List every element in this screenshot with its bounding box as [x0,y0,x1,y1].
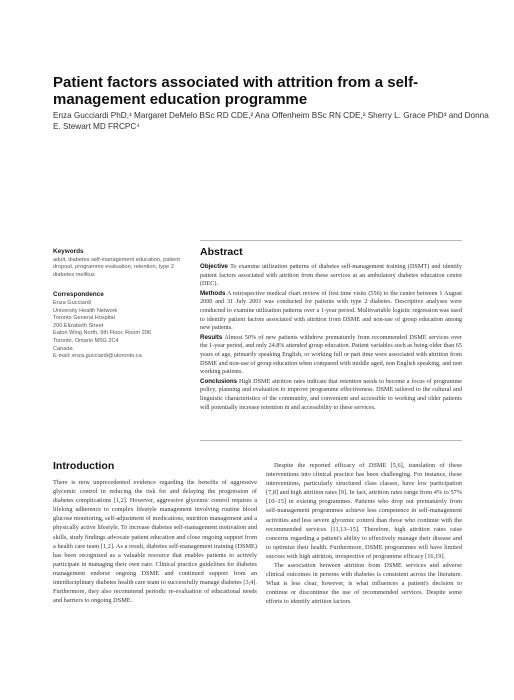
results-text: Almost 50% of new patients withdrew prematurely from recommended DSME services over the 1-year period, and only 24.8% attended group education. Patient variables such as being older than 65 years of age, primarily speaking English, or working full or part time were associated with attrition from DSME and non-use of group education when compared with middle aged, non English speaking, and non working patients. [200,333,462,376]
correspondence-heading: Correspondence [53,291,104,299]
introduction-paragraph: The association between attrition from DSME services and adverse clinical outcomes in persons with diabetes is consistent across the literature. What is less clear, however, is what influences a patient's decision to continue or discontinue the use of recommended services. Despite some efforts to identify attrition factors [266,562,462,606]
objective-label: Objective [200,263,228,270]
abstract-top-rule [200,240,462,241]
correspondence-line: Toronto, Ontario M5G 2C4 [53,337,119,344]
methods-label: Methods [200,289,226,297]
correspondence-line: Eaton Wing North, 9th Floor, Room 206 [53,330,151,337]
correspondence-email[interactable]: E-mail: enza.gucciardi@utoronto.ca [53,353,142,360]
correspondence-line: Canada [53,345,73,352]
correspondence-line: University Health Network [53,307,118,314]
introduction-heading: Introduction [53,460,115,472]
conclusions-label: Conclusions [200,377,238,385]
keywords-heading: Keywords [53,248,84,255]
abstract-results [200,334,462,377]
keywords-text: adult, diabetes self-management education, patient dropout, programme evaluation, retention, type 2 diabetes mellitus [53,256,180,278]
abstract-heading: Abstract [200,246,243,258]
introduction-right-column [266,461,462,607]
abstract-objective [200,263,462,289]
article-sidebar [53,248,193,361]
correspondence-line: 200 Elizabeth Street [53,322,104,329]
abstract-section [200,246,462,413]
results-label: Results [200,333,223,341]
author-list: Enza Gucciardi PhD,¹ Margaret DeMelo BSc RD CDE,² Ana Offenheim BSc RN CDE,² Sherry L. Grace PhD³ and Donna E. Stewart MD FRCPC⁴ [53,111,489,131]
abstract-conclusions [200,378,462,412]
objective-text: To examine utilization patterns of diabetes self-management training (DSMT) and identify patient factors associated with attrition from these services at an ambulatory diabetes education centre (DEC). [200,263,463,288]
correspondence-line: Toronto General Hospital [53,315,115,322]
introduction-left-column: There is now unprecedented evidence regarding the benefits of aggressive glycemic control in reducing the risk for and delaying the progression of diabetes complications [1,2]. However, aggressive glycemic control requires a lifelong adherence to complex lifestyle management involving routine blood glucose monitoring, self-adjustment of medications, nutrition management and a physically active lifestyle. To increase diabetes self-management motivation and skills, study findings advocate patient education and close ongoing support from a health care team [1,2]. As a result, diabetes self-management training (DSME) has been recognized as a valuable resource that enables patients to actively participate in managing their own care. Clinical practice guidelines for diabetes management endorse ongoing DSME and continued support from an interdisciplinary diabetes health care team to successfully manage diabetes [3,4]. Furthermore, they also recommend periodic re-evaluation of educational needs and barriers to ongoing DSME. [53,479,257,605]
introduction-paragraph: Despite the reported efficacy of DSME [5,6], translation of these interventions into clinical practice has been challenging. For instance, these interventions, particularly structured class classes, have low participation [7,8] and high attrition rates [9]. In fact, attrition rates range from 4% to 57% [10–15] in existing programmes. Patients who drop out prematurely from self-management programmes achieve less competence in self-management activities and less severe glycemic control than those who continue with the recommended services [11,13–15]. Therefore, high attrition rates raise concerns regarding a patient's ability to effectively manage their disease and to optimize their health. Furthermore, DSME programmes will have limited success with high attrition, irrespective of programme efficacy [16,19]. [266,462,462,560]
article-title: Patient factors associated with attrition from a self-management education programme [53,74,419,108]
conclusions-text: High DSME attrition rates indicate that retention needs to become a focus of programme policy, planning and evaluation to improve programme effectiveness. DSME tailored to the cultural and linguistic characteristics of the community, and convenient and accessible to working and older patients will potentially increase retention in and accessibility to these services. [200,377,463,411]
abstract-methods [200,290,462,333]
abstract-bottom-rule [200,440,462,441]
correspondence-line: Enza Gucciardi [53,299,91,306]
methods-text: A retrospective medical chart review of first time visits (556) to the centre between 1 August 2000 and 31 July 2001 was conducted for patients with type 2 diabetes. Descriptive analyses were conducted to examine utilization patterns over a 1-year period. Multivariable logistic regression was used to identify patient factors associated with attrition from DSME and non-use of group education among new patients. [200,289,462,332]
